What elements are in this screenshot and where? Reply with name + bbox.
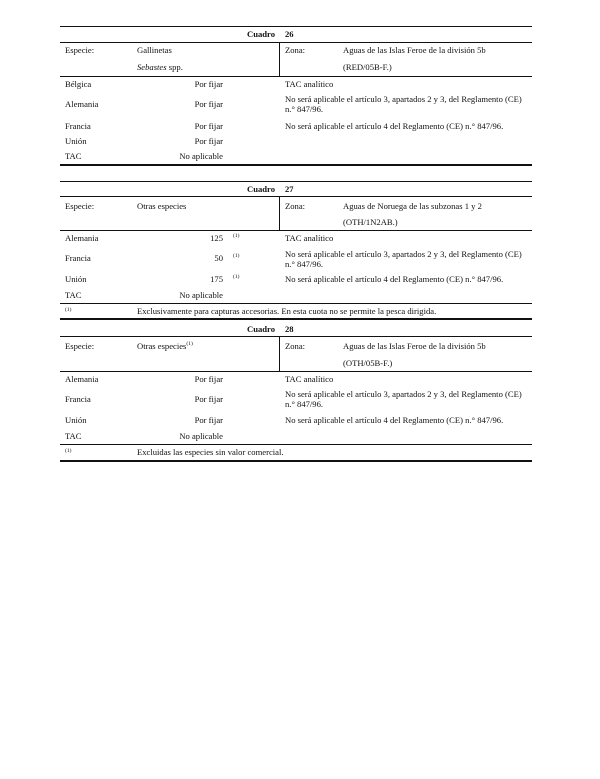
row-country: Unión (65, 274, 87, 284)
footnote-mark: (1) (65, 307, 72, 313)
table-bottom-rule (60, 164, 532, 166)
row-note-mark: (1) (233, 253, 240, 259)
cuadro-number: 28 (285, 324, 294, 334)
row-amount: 125 (210, 233, 223, 243)
cuadro-label: Cuadro (247, 29, 276, 39)
row-country: Francia (65, 394, 91, 404)
zona-code: (OTH/1N2AB.) (343, 217, 398, 227)
row-amount: No aplicable (179, 431, 223, 441)
row-text: No será aplicable el artículo 4 del Reglamento (CE) n.° 847/96. (285, 274, 504, 284)
table-bottom-rule (60, 318, 532, 320)
table-top-rule (60, 181, 532, 182)
row-amount: 50 (214, 253, 223, 263)
species-zone-divider (279, 336, 280, 371)
row-text: TAC analítico (285, 233, 334, 243)
footnote-rule (60, 444, 532, 445)
row-amount: Por fijar (194, 99, 223, 109)
row-country: Alemania (65, 374, 99, 384)
row-text: TAC analítico (285, 374, 334, 384)
row-country: Alemania (65, 99, 99, 109)
row-text: No será aplicable el artículo 3, apartados 2 y 3, del Reglamento (CE) n.° 847/96. (285, 389, 522, 409)
species-rule (60, 371, 532, 372)
header-rule (60, 42, 532, 43)
row-country: Bélgica (65, 79, 92, 89)
row-amount: Por fijar (194, 374, 223, 384)
row-text: No será aplicable el artículo 4 del Reglamento (CE) n.° 847/96. (285, 415, 504, 425)
cuadro-label: Cuadro (247, 184, 276, 194)
genus-suffix: spp. (166, 62, 183, 72)
zona-name: Aguas de las Islas Feroe de la división 5b (343, 341, 486, 351)
row-country: TAC (65, 151, 82, 161)
species-rule (60, 76, 532, 77)
species-rule (60, 230, 532, 231)
especie-name: Gallinetas (137, 45, 172, 55)
cuadro-28-table (60, 321, 532, 463)
especie-text: Otras especies (137, 341, 187, 351)
zona-label: Zona: (285, 45, 306, 55)
species-zone-divider (279, 42, 280, 76)
header-rule (60, 336, 532, 337)
row-country: Unión (65, 136, 87, 146)
row-country: TAC (65, 431, 82, 441)
footnote-mark: (1) (65, 448, 72, 454)
row-amount: Por fijar (194, 121, 223, 131)
header-rule (60, 196, 532, 197)
row-amount: Por fijar (194, 136, 223, 146)
especie-scientific (137, 62, 183, 72)
cuadro-number: 27 (285, 184, 294, 194)
especie-label: Especie: (65, 201, 95, 211)
especie-footnote-mark: (1) (186, 341, 193, 348)
zona-label: Zona: (285, 201, 306, 211)
cuadro-26-table (60, 26, 532, 166)
footnote-text: Excluidas las especies sin valor comercial. (137, 447, 284, 457)
especie-name (137, 341, 193, 351)
zona-name: Aguas de Noruega de las subzonas 1 y 2 (343, 201, 482, 211)
footnote-rule (60, 303, 532, 304)
footnote-text: Exclusivamente para capturas accesorias. En esta cuota no se permite la pesca dirigida. (137, 306, 437, 316)
especie-label: Especie: (65, 45, 95, 55)
row-text: No será aplicable el artículo 3, apartados 2 y 3, del Reglamento (CE) n.° 847/96. (285, 249, 522, 269)
row-amount: No aplicable (179, 151, 223, 161)
table-bottom-rule (60, 460, 532, 462)
genus-name: Sebastes (137, 62, 167, 72)
zona-code: (RED/05B-F.) (343, 62, 392, 72)
cuadro-number: 26 (285, 29, 294, 39)
row-country: Francia (65, 253, 91, 263)
zona-label: Zona: (285, 341, 306, 351)
species-zone-divider (279, 196, 280, 231)
row-country: Alemania (65, 233, 99, 243)
especie-label: Especie: (65, 341, 95, 351)
row-country: Unión (65, 415, 87, 425)
row-text: TAC analítico (285, 79, 334, 89)
zona-name: Aguas de las Islas Feroe de la división 5b (343, 45, 486, 55)
row-note-mark: (1) (233, 233, 240, 239)
row-country: TAC (65, 290, 82, 300)
cuadro-label: Cuadro (247, 324, 276, 334)
row-amount: Por fijar (194, 415, 223, 425)
table-top-rule (60, 26, 532, 27)
row-text: No será aplicable el artículo 4 del Reglamento (CE) n.° 847/96. (285, 121, 504, 131)
row-country: Francia (65, 121, 91, 131)
row-amount: 175 (210, 274, 223, 284)
zona-code: (OTH/05B-F.) (343, 358, 393, 368)
row-amount: Por fijar (194, 394, 223, 404)
cuadro-27-table (60, 181, 532, 321)
row-amount: Por fijar (194, 79, 223, 89)
row-text: No será aplicable el artículo 3, apartados 2 y 3, del Reglamento (CE) n.° 847/96. (285, 94, 522, 114)
row-amount: No aplicable (179, 290, 223, 300)
especie-name: Otras especies (137, 201, 187, 211)
row-note-mark: (1) (233, 274, 240, 280)
